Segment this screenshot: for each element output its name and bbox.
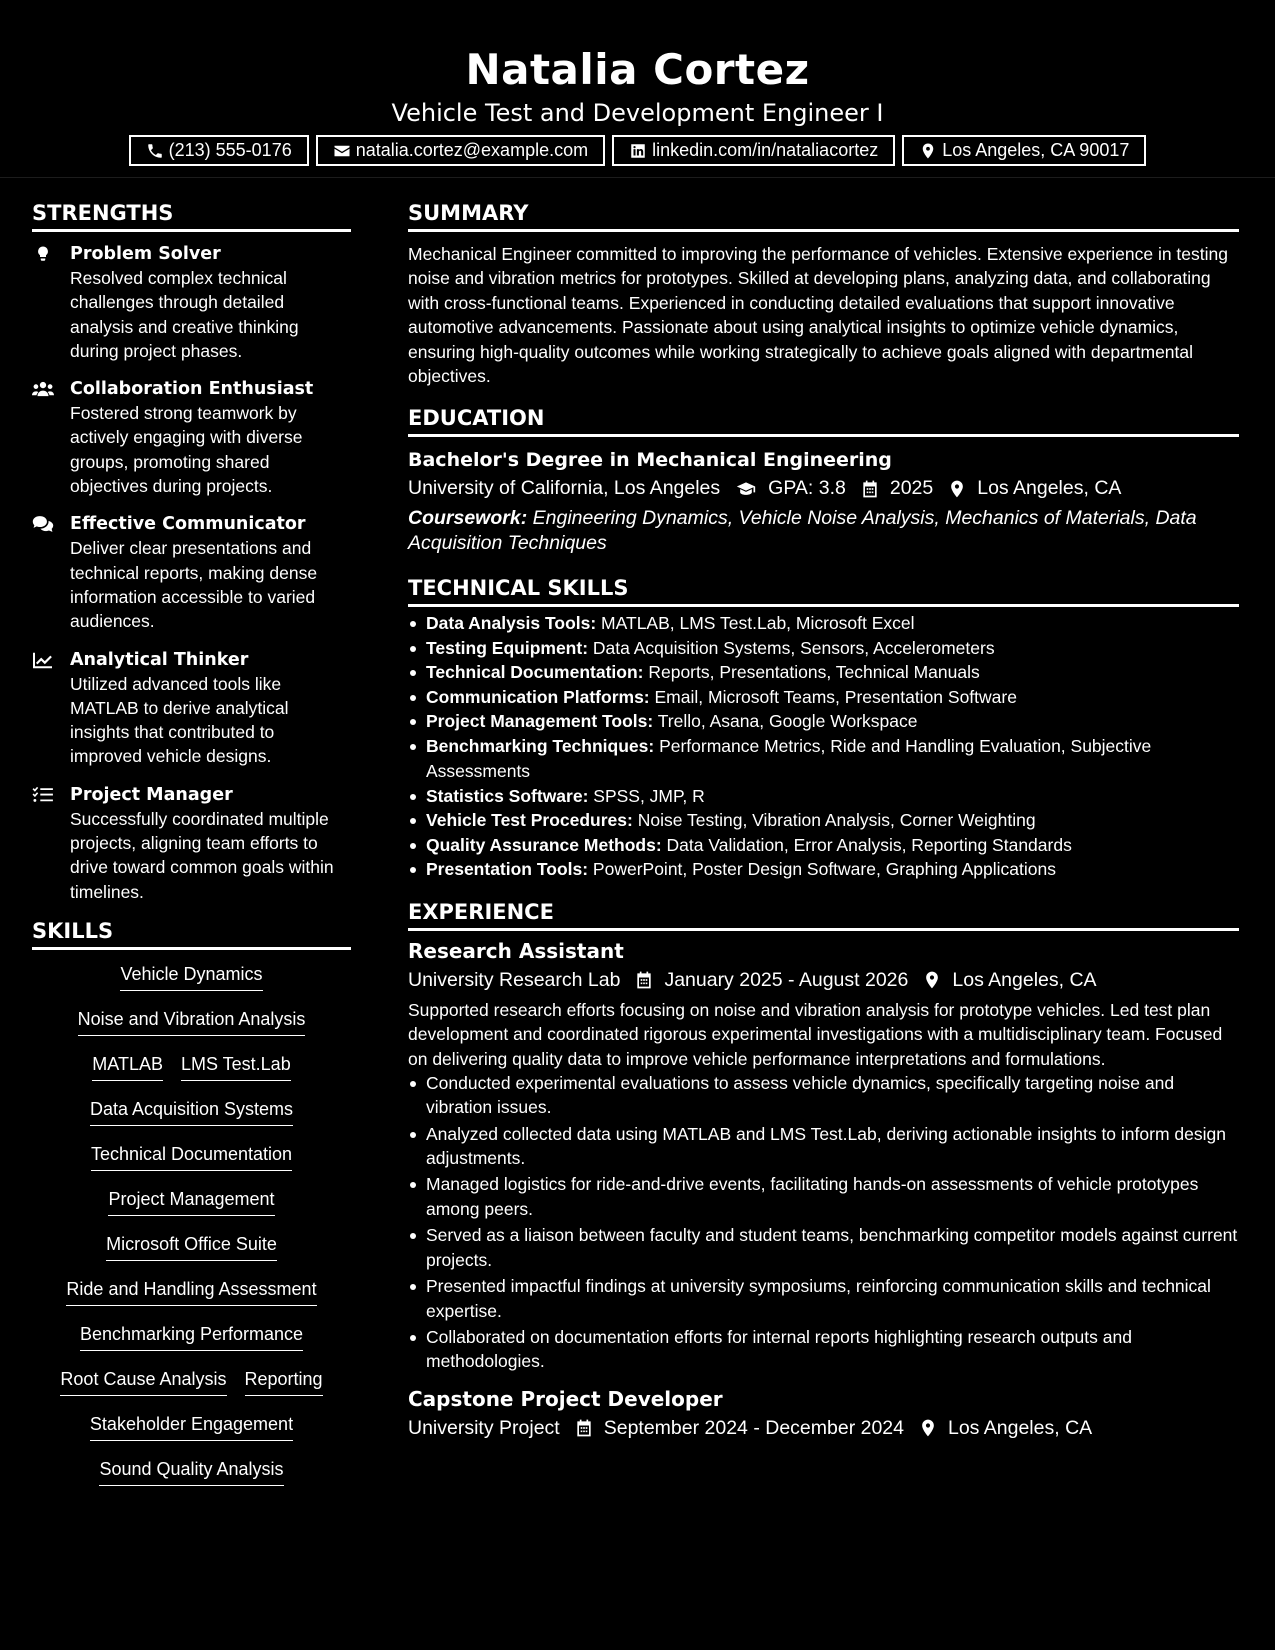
tech-skill-label: Data Analysis Tools: bbox=[426, 613, 597, 634]
technical-skills-list bbox=[408, 611, 1239, 882]
job-description: Supported research efforts focusing on noise and vibration analysis for prototype vehicles. Led test plan development and coordinated rigorous experimental investigations with a multidisciplinary team. Focused on delivering quality data to improve vehicle performance interpretations and formulations. bbox=[408, 999, 1223, 1069]
education-location: Los Angeles, CA bbox=[977, 477, 1122, 500]
contact-linkedin[interactable] bbox=[612, 135, 895, 166]
experience-heading: EXPERIENCE bbox=[408, 899, 1239, 931]
skill-tag: Project Management bbox=[108, 1187, 274, 1216]
summary-text: Mechanical Engineer committed to improving the performance of vehicles. Extensive experience in testing noise and vibration metrics for prototypes. Skilled at developing plans, analyzing data, and collaborating with cross-functional teams. Experienced in conducting detailed evaluations that support innovative automotive advancements. Passionate about using analytical insights to optimize vehicle dynamics, ensuring high-quality outcomes while working strategically to achieve goals aligned with departmental objectives. bbox=[408, 244, 1228, 387]
calendar-icon bbox=[634, 970, 654, 990]
strength-item bbox=[32, 512, 351, 633]
list-item bbox=[408, 660, 1239, 685]
graduation-cap-icon bbox=[734, 479, 758, 499]
lightbulb-icon bbox=[32, 245, 54, 263]
list-item: Analyzed collected data using MATLAB and LMS Test.Lab, deriving actionable insights to inform design adjustments. bbox=[408, 1122, 1239, 1171]
tech-skill-value: Email, Microsoft Teams, Presentation Software bbox=[649, 686, 1017, 707]
list-item: Presented impactful findings at university symposiums, reinforcing communication skills and technical expertise. bbox=[408, 1274, 1239, 1323]
job-org: University Project bbox=[408, 1416, 560, 1439]
job-entry bbox=[408, 1385, 1239, 1444]
skill-tag: Data Acquisition Systems bbox=[90, 1097, 293, 1126]
coursework-label: Coursework: bbox=[408, 507, 528, 530]
job-entry bbox=[408, 937, 1239, 1374]
list-item bbox=[408, 734, 1239, 784]
phone-icon bbox=[146, 142, 164, 160]
tech-skill-label: Vehicle Test Procedures: bbox=[426, 810, 633, 831]
skill-tag: Reporting bbox=[245, 1367, 323, 1396]
left-column bbox=[32, 200, 351, 1502]
tech-skill-label: Quality Assurance Methods: bbox=[426, 834, 662, 855]
skill-tag: Technical Documentation bbox=[91, 1142, 292, 1171]
linkedin-icon bbox=[629, 142, 647, 160]
skill-tag: Vehicle Dynamics bbox=[120, 962, 262, 991]
right-column bbox=[408, 200, 1239, 1444]
strength-title: Project Manager bbox=[70, 784, 233, 805]
list-item: Collaborated on documentation efforts for internal reports highlighting research outputs and methodologies. bbox=[408, 1325, 1239, 1374]
strength-item bbox=[32, 377, 351, 498]
map-pin-icon bbox=[919, 142, 937, 160]
chart-line-icon bbox=[32, 651, 54, 669]
strength-desc: Resolved complex technical challenges through detailed analysis and creative thinking during project phases. bbox=[70, 268, 299, 361]
skill-tag: LMS Test.Lab bbox=[181, 1052, 291, 1081]
list-check-icon bbox=[32, 786, 54, 804]
tech-skill-value: Performance Metrics, Ride and Handling Evaluation, Subjective Assessments bbox=[426, 735, 1152, 781]
skill-tag: MATLAB bbox=[92, 1052, 163, 1081]
contact-location-text: Los Angeles, CA 90017 bbox=[942, 140, 1130, 160]
strength-desc: Successfully coordinated multiple projects, aligning team efforts to drive toward common goals within timelines. bbox=[70, 808, 334, 902]
strength-desc: Deliver clear presentations and technical reports, making dense information accessible to varied audiences. bbox=[70, 538, 318, 632]
list-item bbox=[408, 808, 1239, 833]
contact-phone bbox=[129, 135, 309, 166]
skill-tag: Ride and Handling Assessment bbox=[66, 1277, 316, 1306]
job-location: Los Angeles, CA bbox=[952, 968, 1097, 991]
coursework bbox=[408, 506, 1239, 555]
job-bullets bbox=[408, 1071, 1239, 1374]
contact-linkedin-text[interactable]: linkedin.com/in/nataliacortez bbox=[652, 140, 879, 160]
skill-tag: Stakeholder Engagement bbox=[90, 1412, 293, 1441]
list-item bbox=[408, 784, 1239, 809]
school-name: University of California, Los Angeles bbox=[408, 477, 721, 500]
map-pin-icon bbox=[922, 970, 942, 990]
envelope-icon bbox=[333, 142, 351, 160]
job-location: Los Angeles, CA bbox=[947, 1416, 1093, 1439]
strength-title: Effective Communicator bbox=[70, 514, 306, 535]
job-title: Capstone Project Developer bbox=[408, 1386, 723, 1411]
skill-tag: Noise and Vibration Analysis bbox=[78, 1007, 306, 1036]
summary-heading: SUMMARY bbox=[408, 200, 1239, 232]
map-pin-icon bbox=[947, 479, 967, 499]
skills-list bbox=[32, 962, 351, 1502]
list-item bbox=[408, 611, 1239, 636]
tech-skill-label: Statistics Software: bbox=[426, 785, 589, 806]
list-item bbox=[408, 833, 1239, 858]
tech-skill-value: Data Acquisition Systems, Sensors, Accelerometers bbox=[588, 637, 995, 658]
tech-skill-value: PowerPoint, Poster Design Software, Graphing Applications bbox=[588, 859, 1056, 880]
technical-skills-heading: TECHNICAL SKILLS bbox=[408, 575, 1239, 607]
skill-tag: Benchmarking Performance bbox=[80, 1322, 303, 1351]
contact-email[interactable] bbox=[316, 135, 605, 166]
strength-title: Analytical Thinker bbox=[70, 649, 249, 670]
tech-skill-label: Presentation Tools: bbox=[426, 859, 589, 880]
job-org: University Research Lab bbox=[408, 968, 621, 991]
tech-skill-value: SPSS, JMP, R bbox=[588, 785, 705, 806]
strength-item bbox=[32, 242, 351, 363]
degree-title: Bachelor's Degree in Mechanical Engineering bbox=[408, 449, 892, 472]
contact-email-text[interactable]: natalia.cortez@example.com bbox=[355, 140, 589, 160]
candidate-name: Natalia Cortez bbox=[465, 45, 810, 94]
skills-heading: SKILLS bbox=[32, 918, 351, 950]
list-item bbox=[408, 636, 1239, 661]
resume-header bbox=[0, 0, 1275, 178]
tech-skill-label: Technical Documentation: bbox=[426, 662, 644, 683]
list-item bbox=[408, 709, 1239, 734]
calendar-icon bbox=[860, 479, 880, 499]
tech-skill-label: Benchmarking Techniques: bbox=[426, 735, 655, 756]
strength-item bbox=[32, 648, 351, 769]
skill-tag: Sound Quality Analysis bbox=[99, 1457, 283, 1486]
tech-skill-value: Data Validation, Error Analysis, Reporting Standards bbox=[661, 834, 1072, 855]
tech-skill-value: Reports, Presentations, Technical Manuals bbox=[643, 662, 980, 683]
list-item: Conducted experimental evaluations to assess vehicle dynamics, specifically targeting noise and vibration issues. bbox=[408, 1071, 1239, 1120]
tech-skill-value: Trello, Asana, Google Workspace bbox=[653, 711, 918, 732]
contact-phone-text: (213) 555-0176 bbox=[168, 140, 292, 160]
list-item bbox=[408, 685, 1239, 710]
job-meta bbox=[408, 1413, 1239, 1444]
strength-title: Collaboration Enthusiast bbox=[70, 379, 314, 400]
skill-tag: Root Cause Analysis bbox=[60, 1367, 226, 1396]
contact-bar bbox=[0, 135, 1275, 166]
coursework-list: Engineering Dynamics, Vehicle Noise Analysis, Mechanics of Materials, Data Acquisition Techniques bbox=[408, 507, 1197, 554]
skill-tag: Microsoft Office Suite bbox=[106, 1232, 277, 1261]
job-dates: September 2024 - December 2024 bbox=[603, 1416, 904, 1439]
tech-skill-value: Noise Testing, Vibration Analysis, Corner Weighting bbox=[632, 810, 1036, 831]
tech-skill-value: MATLAB, LMS Test.Lab, Microsoft Excel bbox=[596, 613, 915, 634]
strength-title: Problem Solver bbox=[70, 244, 221, 264]
list-item bbox=[408, 857, 1239, 882]
comments-icon bbox=[32, 515, 54, 533]
education-heading: EDUCATION bbox=[408, 405, 1239, 437]
list-item: Managed logistics for ride-and-drive events, facilitating hands-on assessments of vehicle prototypes among peers. bbox=[408, 1172, 1239, 1221]
job-meta bbox=[408, 965, 1239, 996]
calendar-icon bbox=[574, 1418, 594, 1438]
users-icon bbox=[32, 380, 54, 398]
graduation-year: 2025 bbox=[889, 477, 934, 500]
tech-skill-label: Testing Equipment: bbox=[426, 637, 589, 658]
education-meta bbox=[408, 473, 1239, 504]
gpa: GPA: 3.8 bbox=[768, 477, 846, 500]
map-pin-icon bbox=[918, 1418, 938, 1438]
tech-skill-label: Communication Platforms: bbox=[426, 686, 650, 707]
strength-desc: Fostered strong teamwork by actively engaging with diverse groups, promoting shared objectives during projects. bbox=[70, 403, 303, 497]
strength-desc: Utilized advanced tools like MATLAB to derive analytical insights that contributed to improved vehicle designs. bbox=[70, 673, 289, 767]
list-item: Served as a liaison between faculty and student teams, benchmarking competitor models against current projects. bbox=[408, 1223, 1239, 1272]
strength-item bbox=[32, 783, 351, 904]
job-title: Research Assistant bbox=[408, 938, 624, 963]
tech-skill-label: Project Management Tools: bbox=[426, 711, 654, 732]
strengths-heading: STRENGTHS bbox=[32, 200, 351, 232]
contact-location bbox=[902, 135, 1146, 166]
job-dates: January 2025 - August 2026 bbox=[664, 968, 909, 991]
candidate-title: Vehicle Test and Development Engineer I bbox=[391, 99, 884, 127]
